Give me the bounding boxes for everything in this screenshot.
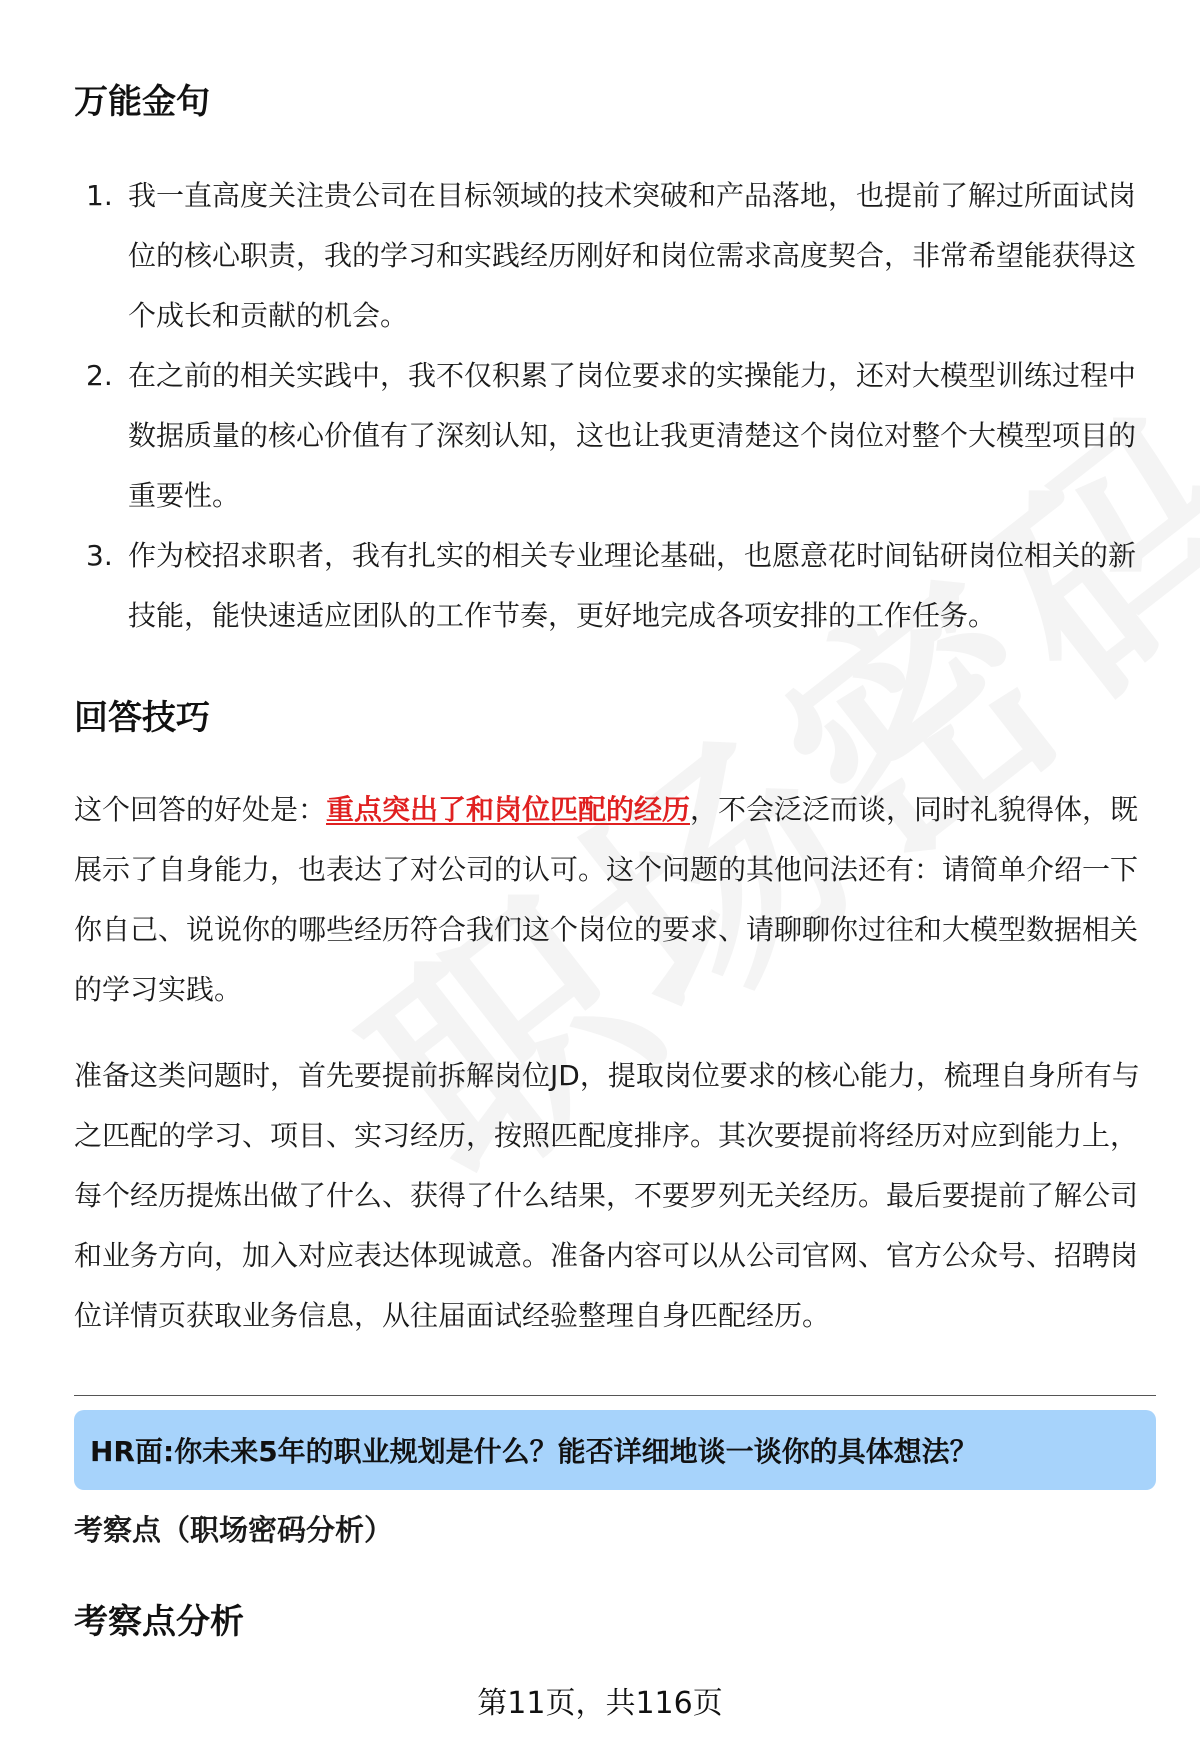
list-item-text: 在之前的相关实践中，我不仅积累了岗位要求的实操能力，还对大模型训练过程中数据质量的核心价值有了深刻认知，这也让我更清楚这个岗位对整个大模型项目的重要性。 [128,359,1137,512]
section-divider [74,1395,1156,1396]
tips-paragraph-1 [74,780,1156,1020]
section-heading-golden: 万能金句 [74,82,210,122]
page-number-footer: 第11页，共116页 [477,1686,723,1721]
list-item-text: 作为校招求职者，我有扎实的相关专业理论基础，也愿意花时间钻研岗位相关的新技能，能快速适应团队的工作节奏，更好地完成各项安排的工作任务。 [128,539,1137,632]
list-item [74,346,1156,526]
tips-paragraph-2: 准备这类问题时，首先要提前拆解岗位JD，提取岗位要求的核心能力，梳理自身所有与之匹配的学习、项目、实习经历，按照匹配度排序。其次要提前将经历对应到能力上，每个经历提炼出做了什么、获得了什么结果，不要罗列无关经历。最后要提前了解公司和业务方向，加入对应表达体现诚意。准备内容可以从公司官网、官方公众号、招聘岗位详情页获取业务信息，从往届面试经验整理自身匹配经历。 [74,1059,1140,1332]
sub-heading-exam-point: 考察点（职场密码分析） [74,1513,394,1547]
section-heading-tips: 回答技巧 [74,698,210,738]
list-item-number: 3. [86,539,113,572]
list-item-number: 1. [86,179,113,212]
tips-p1-suffix: ，不会泛泛而谈，同时礼貌得体，既展示了自身能力，也表达了对公司的认可。这个问题的其他问法还有：请简单介绍一下你自己、说说你的哪些经历符合我们这个岗位的要求、请聊聊你过往和大模型数据相关的学习实践。 [74,793,1139,1006]
question-text: HR面:你未来5年的职业规划是什么？能否详细地谈一谈你的具体想法？ [90,1435,978,1468]
list-item [74,526,1156,646]
section-heading-analysis: 考察点分析 [74,1602,244,1642]
tips-p1-highlight: 重点突出了和岗位匹配的经历 [326,793,691,826]
list-item [74,166,1156,346]
list-item-text: 我一直高度关注贵公司在目标领域的技术突破和产品落地，也提前了解过所面试岗位的核心职责，我的学习和实践经历刚好和岗位需求高度契合，非常希望能获得这个成长和贡献的机会。 [128,179,1137,332]
question-box [74,1410,1156,1490]
tips-p1-prefix: 这个回答的好处是： [74,793,327,826]
list-item-number: 2. [86,359,113,392]
golden-sentence-list [74,166,1156,646]
